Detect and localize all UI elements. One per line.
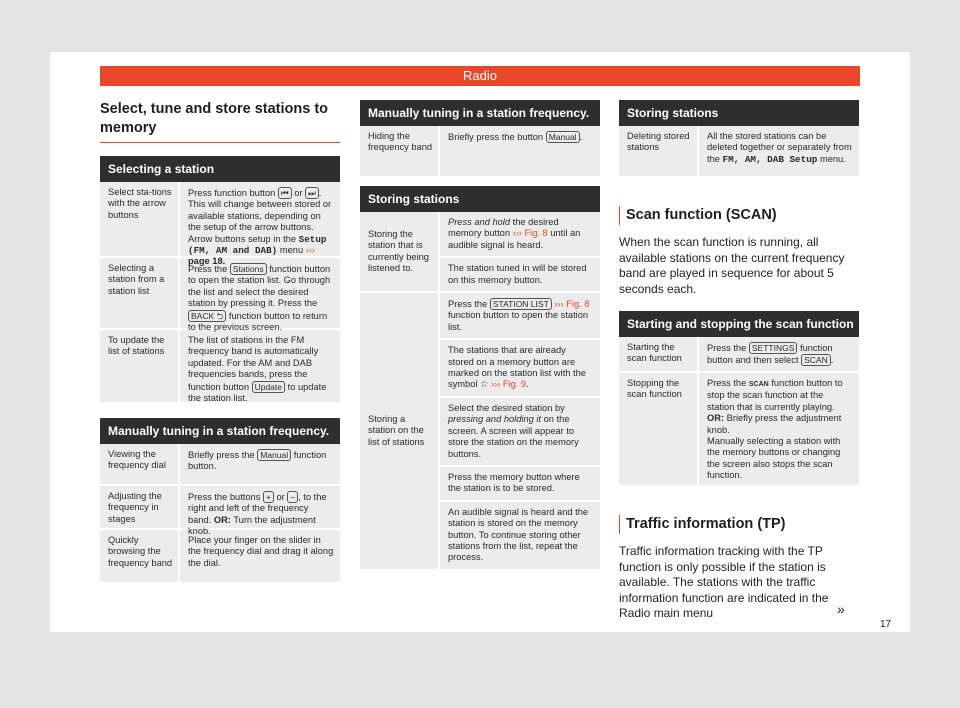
settings-button: SETTINGS <box>749 342 798 354</box>
table-row <box>100 330 340 404</box>
page-number: 17 <box>880 619 892 630</box>
page-header: Radio <box>100 66 860 86</box>
column-3 <box>619 100 859 622</box>
table-row <box>619 337 859 373</box>
table-row <box>360 293 600 571</box>
table-head: Starting and stopping the scan function <box>619 311 859 337</box>
table-row <box>619 373 859 487</box>
column-1 <box>100 100 340 584</box>
step: An audible signal is heard and the station is stored on the memory button. To continue storing other stations from the list, repeat the process. <box>440 502 600 569</box>
table-row <box>360 212 600 293</box>
row-key: Starting the scan function <box>627 342 682 364</box>
table-selecting-station <box>100 156 340 404</box>
plus-button: + <box>263 491 274 503</box>
skip-forward-icon: ⏭ <box>305 187 319 199</box>
step: Press the memory button where the station is to be stored. <box>440 467 600 502</box>
row-key: Storing a station on the list of stations <box>368 413 425 447</box>
row-value: Press function button ⏮ or ⏭ . This will change between stored or available stations, depending on the setup of the arrow buttons. Arrow buttons setup in the Setup (FM, AM and DAB) menu ››› page 18. <box>178 182 340 256</box>
row-value: Briefly press the button Manual . <box>438 126 600 176</box>
table-head: Storing stations <box>619 100 859 126</box>
tp-body: Traffic information tracking with the TP function is only possible if the station is available. The stations with the traffic information function are indicated in the Radio main menu <box>619 544 829 620</box>
table-row <box>100 530 340 584</box>
step: The stations that are already stored on a memory button are marked on the station list with the symbol ☆ ››› Fig. 9. <box>440 340 600 398</box>
row-key: Selecting a station from a station list <box>108 263 165 296</box>
tp-section <box>619 515 859 622</box>
manual-button: Manual <box>257 449 291 461</box>
table-head: Manually tuning in a station frequency. <box>360 100 600 126</box>
row-value: Press the buttons + or – , to the right and left of the frequency band. OR: Turn the adjustment knob. <box>178 486 340 528</box>
minus-button: – <box>287 491 298 503</box>
step: Press and hold the desired memory button ››› Fig. 8 until an audible signal is heard. <box>440 212 600 258</box>
stations-button: Stations <box>230 263 267 275</box>
section-title-select: Select, tune and store stations to memory <box>100 100 340 143</box>
table-head: Selecting a station <box>100 156 340 182</box>
row-value: Press the SCAN function button to stop the scan function at the station that is currently playing. OR: Briefly press the adjustment knob. Manually selecting a station with the memory buttons or changing the screen also stops the scan function. <box>697 373 859 485</box>
table-manual-tuning <box>100 418 340 584</box>
table-row <box>619 126 859 178</box>
back-button: BACK ⮌ <box>188 310 226 322</box>
row-key: Adjusting the frequency in stages <box>108 491 162 524</box>
update-button: Update <box>252 381 285 393</box>
scan-body: When the scan function is running, all available stations on the current frequency band are played in sequence for about 5 seconds each. <box>619 235 845 296</box>
table-head: Manually tuning in a station frequency. <box>100 418 340 444</box>
row-key: Stopping the scan function <box>627 378 682 400</box>
row-value: Press the SETTINGS function button and then select SCAN . <box>697 337 859 371</box>
step: The station tuned in will be stored on this memory button. <box>440 258 600 291</box>
row-value: Place your finger on the slider in the frequency dial and drag it along the dial. <box>178 530 340 582</box>
table-row <box>100 444 340 486</box>
row-value: Briefly press the Manual function button. <box>178 444 340 484</box>
table-manual-tuning-cont <box>360 100 600 178</box>
table-row <box>100 182 340 267</box>
scan-label: SCAN <box>748 381 769 388</box>
table-storing-stations <box>360 186 600 571</box>
scan-button: SCAN <box>801 354 831 366</box>
row-value <box>438 293 600 569</box>
table-storing-stations-cont <box>619 100 859 178</box>
section-title-scan: Scan function (SCAN) <box>619 206 859 225</box>
row-key: Select sta-tions with the arrow buttons <box>108 187 172 220</box>
skip-back-icon: ⏮ <box>278 187 292 199</box>
row-value <box>438 212 600 291</box>
table-row <box>100 486 340 537</box>
row-key: Storing the station that is currently being listened to. <box>368 228 429 273</box>
row-value: The list of stations in the FM frequency band is automatically updated. For the AM and DAB frequencies bands, press the function button Update to update the station list. <box>178 330 340 402</box>
row-key: To update the list of stations <box>108 335 165 357</box>
row-key: Quickly browsing the frequency band <box>108 535 173 568</box>
table-scan <box>619 311 859 487</box>
continue-marker: » <box>837 601 845 617</box>
row-key: Deleting stored stations <box>627 131 690 153</box>
manual-button: Manual <box>546 131 580 143</box>
step: Press the STATION LIST ››› Fig. 8 function button to open the station list. <box>440 293 600 340</box>
table-row <box>360 126 600 178</box>
row-value: All the stored stations can be deleted together or separately from the FM, AM, DAB Setup menu. <box>697 126 859 176</box>
column-2 <box>360 100 600 571</box>
table-head: Storing stations <box>360 186 600 212</box>
scan-section <box>619 206 859 297</box>
station-list-button: STATION LIST <box>490 298 552 310</box>
table-row <box>100 258 340 333</box>
step: Select the desired station by pressing and holding it on the screen. A screen will appear to store the station on the memory buttons. <box>440 398 600 467</box>
row-value: Press the Stations function button to open the station list. Go through the list and select the desired station by pressing it. Press the BACK ⮌ function button to return to the previous screen. <box>178 258 340 328</box>
star-icon: ☆ <box>480 379 489 390</box>
row-key: Viewing the frequency dial <box>108 449 166 471</box>
section-title-tp: Traffic information (TP) <box>619 515 859 534</box>
row-key: Hiding the frequency band <box>368 131 433 153</box>
